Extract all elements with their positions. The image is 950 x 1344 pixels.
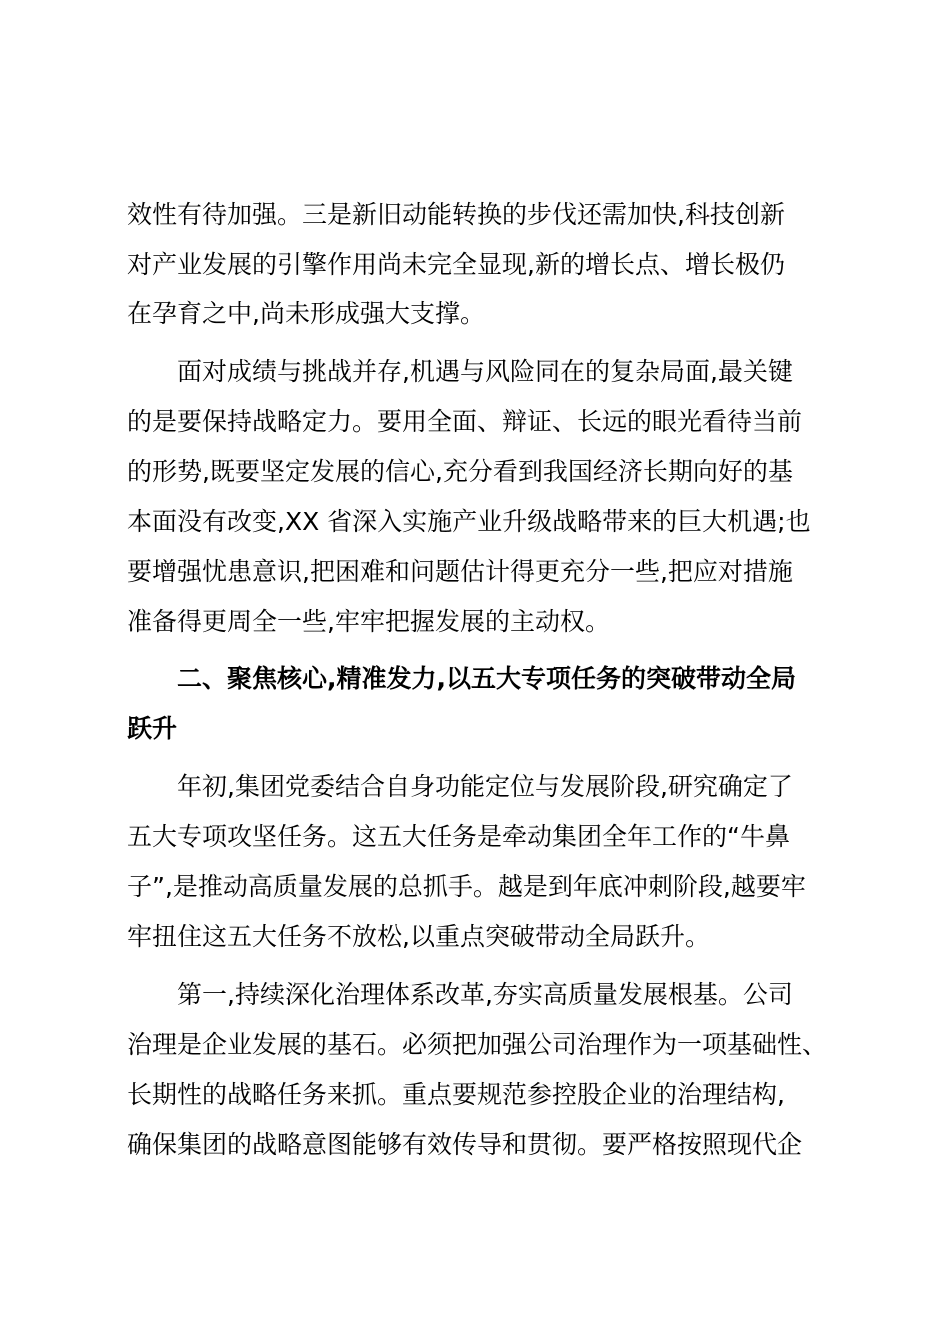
paragraph-line: 准备得更周全一些,牢牢把握发展的主动权。 <box>127 607 610 636</box>
paragraph-line: 的形势,既要坚定发展的信心,充分看到我国经济长期向好的基 <box>127 457 793 486</box>
heading-line: 跃升 <box>127 714 178 743</box>
paragraph-line: 的是要保持战略定力。要用全面、辩证、长远的眼光看待当前 <box>127 407 803 436</box>
paragraph-line: 年初,集团党委结合自身功能定位与发展阶段,研究确定了 <box>177 772 793 801</box>
paragraph-line: 牢扭住这五大任务不放松,以重点突破带动全局跃升。 <box>127 922 710 951</box>
paragraph-line: 第一,持续深化治理体系改革,夯实高质量发展根基。公司 <box>177 980 793 1009</box>
paragraph-line: 效性有待加强。三是新旧动能转换的步伐还需加快,科技创新 <box>127 200 785 229</box>
heading-line: 二、聚焦核心,精准发力,以五大专项任务的突破带动全局 <box>177 664 796 693</box>
paragraph-line: 对产业发展的引擎作用尚未完全显现,新的增长点、增长极仍 <box>127 250 785 279</box>
paragraph-line: 在孕育之中,尚未形成强大支撑。 <box>127 299 485 328</box>
paragraph-line: 面对成绩与挑战并存,机遇与风险同在的复杂局面,最关键 <box>177 357 793 386</box>
paragraph-line: 治理是企业发展的基石。必须把加强公司治理作为一项基础性、 <box>127 1030 828 1059</box>
paragraph-line: 五大专项攻坚任务。这五大任务是牵动集团全年工作的“牛鼻 <box>127 822 790 851</box>
paragraph-line: 子”,是推动高质量发展的总抓手。越是到年底冲刺阶段,越要牢 <box>127 872 806 901</box>
paragraph-line: 要增强忧患意识,把困难和问题估计得更充分一些,把应对措施 <box>127 557 793 586</box>
paragraph-line: 确保集团的战略意图能够有效传导和贯彻。要严格按照现代企 <box>127 1130 803 1159</box>
paragraph-line: 长期性的战略任务来抓。重点要规范参控股企业的治理结构, <box>127 1080 785 1109</box>
paragraph-line: 本面没有改变,XX 省深入实施产业升级战略带来的巨大机遇;也 <box>127 507 811 536</box>
